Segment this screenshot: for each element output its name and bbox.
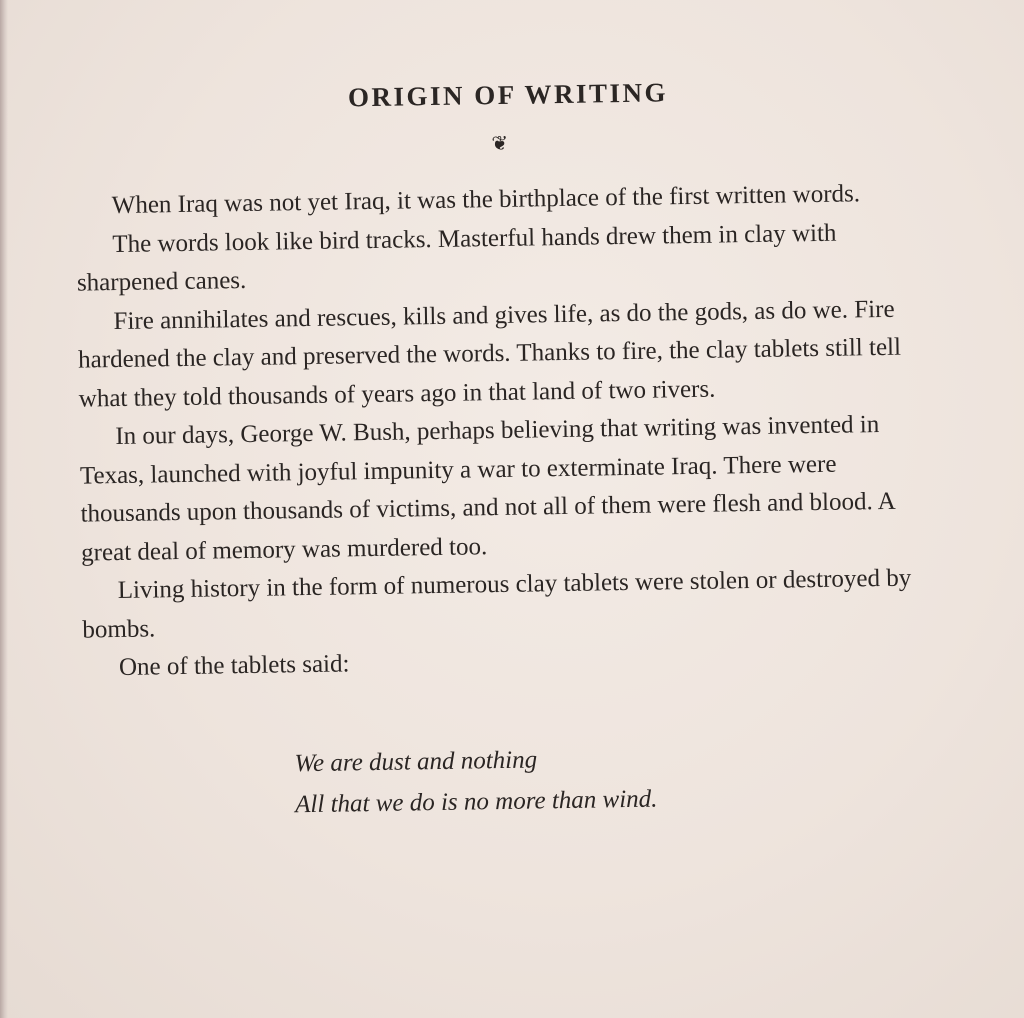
chapter-title: ORIGIN OF WRITING [347,77,669,113]
paragraph-1: When Iraq was not yet Iraq, it was the birthplace of the first written words. [111,180,861,220]
fleuron-ornament-icon: ❦ [491,130,509,156]
page-content [74,67,926,828]
paragraph-4: In our days, George W. Bush, perhaps believing that writing was invented in Texas, launched with joyful impunity a war to exterminate Iraq. There were thousands upon thousands of victims, and not all of them were flesh and blood. A great deal of memory was murdered too. [79,411,895,567]
verse-line-1: We are dust and nothing [294,745,538,777]
verse-line-2: All that we do is no more than wind. [294,785,658,818]
page-gutter [0,0,8,1018]
tablet-quote [294,733,925,825]
paragraph-6: One of the tablets said: [118,650,350,682]
paragraph-3: Fire annihilates and rescues, kills and gives life, as do the gods, as do we. Fire hardened the clay and preserved the words. Thanks to fire, the clay tablets still tell what they told thousands of years ago in that land of two rivers. [77,295,902,413]
paragraph-5: Living history in the form of numerous clay tablets were stolen or destroyed by bombs. [82,564,912,644]
body-text [75,174,923,688]
paragraph-2: The words look like bird tracks. Masterful hands drew them in clay with sharpened canes. [76,219,837,297]
